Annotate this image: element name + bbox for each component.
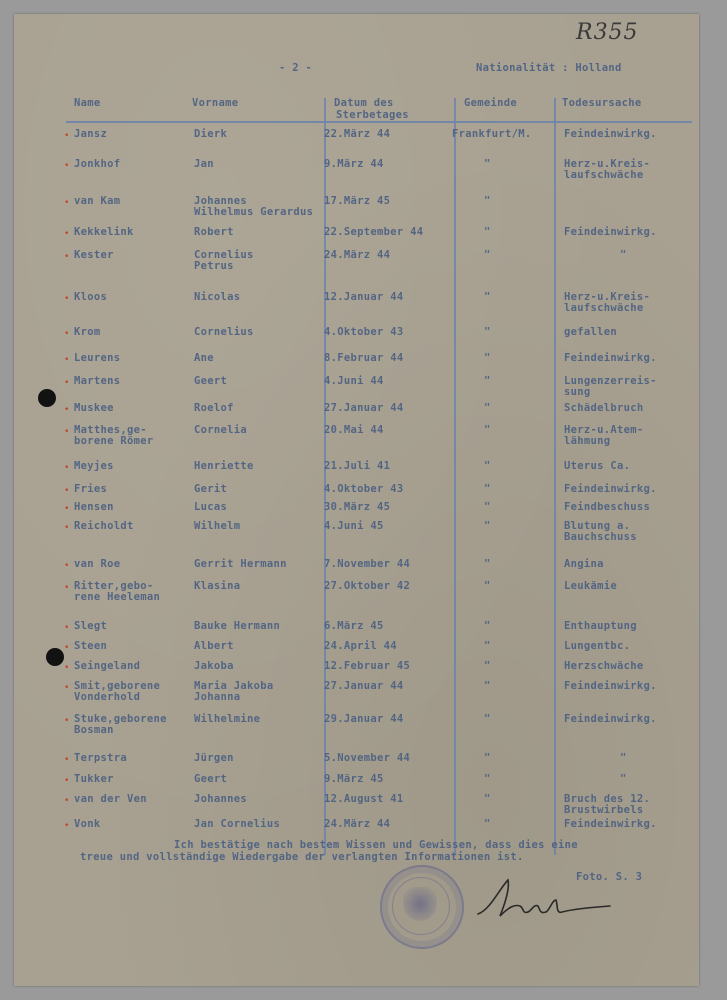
entry-checkmark: •: [64, 463, 70, 473]
cell-gemeinde: ": [484, 773, 491, 785]
cell-datum: 30.März 45: [324, 501, 391, 513]
cell-datum: 22.September 44: [324, 226, 424, 238]
cell-gemeinde: ": [484, 291, 491, 303]
cell-name: Meyjes: [74, 460, 114, 472]
cell-vorname: Wilhelm: [194, 520, 241, 532]
cell-gemeinde: ": [484, 680, 491, 692]
entry-checkmark: •: [64, 755, 70, 765]
cell-ursache: Lungentbc.: [564, 640, 631, 652]
cell-vorname: Maria Jakoba Johanna: [194, 680, 274, 703]
header-datum-line2: Sterbetages: [336, 109, 409, 121]
entry-checkmark: •: [64, 683, 70, 693]
cell-vorname: Cornelius Petrus: [194, 249, 254, 272]
cell-gemeinde: ": [484, 402, 491, 414]
cell-name: Jonkhof: [74, 158, 121, 170]
cell-vorname: Jakoba: [194, 660, 234, 672]
cell-vorname: Cornelius: [194, 326, 254, 338]
cell-vorname: Albert: [194, 640, 234, 652]
cell-gemeinde: ": [484, 580, 491, 592]
cell-ursache: Blutung a. Bauchschuss: [564, 520, 637, 543]
entry-checkmark: •: [64, 716, 70, 726]
cell-name: Seingeland: [74, 660, 141, 672]
certification-line-1: Ich bestätige nach bestem Wissen und Gewissen, dass dies eine: [174, 839, 578, 851]
cell-datum: 8.Februar 44: [324, 352, 404, 364]
cell-gemeinde: ": [484, 326, 491, 338]
stamp-eagle-emblem: [403, 887, 437, 921]
cell-vorname: Ane: [194, 352, 214, 364]
cell-ursache: Herz-u.Atem- lähmung: [564, 424, 644, 447]
cell-datum: 24.März 44: [324, 249, 391, 261]
cell-gemeinde: ": [484, 158, 491, 170]
cell-gemeinde: ": [484, 620, 491, 632]
entry-checkmark: •: [64, 405, 70, 415]
entry-checkmark: •: [64, 663, 70, 673]
cell-name: Kekkelink: [74, 226, 134, 238]
cell-datum: 4.Oktober 43: [324, 483, 404, 495]
cell-ursache: Feindeinwirkg.: [564, 226, 657, 238]
cell-gemeinde: ": [484, 352, 491, 364]
column-rule-3: [554, 98, 556, 855]
foto-reference: Foto. S. 3: [576, 871, 643, 883]
certification-line-2: treue und vollständige Wiedergabe der verlangten Informationen ist.: [80, 851, 524, 863]
entry-checkmark: •: [64, 427, 70, 437]
cell-name: van Roe: [74, 558, 121, 570]
entry-checkmark: •: [64, 821, 70, 831]
cell-datum: 7.November 44: [324, 558, 411, 570]
cell-name: Slegt: [74, 620, 108, 632]
cell-name: Fries: [74, 483, 108, 495]
cell-ursache: Herz-u.Kreis- laufschwäche: [564, 158, 651, 181]
cell-ursache: Feindeinwirkg.: [564, 713, 657, 725]
entry-checkmark: •: [64, 161, 70, 171]
cell-ursache: Schädelbruch: [564, 402, 644, 414]
cell-gemeinde: ": [484, 483, 491, 495]
punch-hole-bottom: [46, 648, 64, 666]
cell-ursache: Feindeinwirkg.: [564, 352, 657, 364]
archive-number: R355: [576, 20, 639, 45]
cell-gemeinde: Frankfurt/M.: [452, 128, 532, 140]
entry-checkmark: •: [64, 131, 70, 141]
cell-ursache: Angina: [564, 558, 604, 570]
cell-vorname: Dierk: [194, 128, 228, 140]
cell-gemeinde: ": [484, 226, 491, 238]
cell-gemeinde: ": [484, 713, 491, 725]
entry-checkmark: •: [64, 561, 70, 571]
cell-gemeinde: ": [484, 558, 491, 570]
cell-vorname: Jan Cornelius: [194, 818, 281, 830]
cell-datum: 9.März 45: [324, 773, 384, 785]
cell-ursache: ": [620, 752, 627, 764]
cell-vorname: Bauke Hermann: [194, 620, 281, 632]
cell-gemeinde: ": [484, 660, 491, 672]
cell-ursache: Bruch des 12. Brustwirbels: [564, 793, 651, 816]
cell-datum: 12.Februar 45: [324, 660, 411, 672]
cell-gemeinde: ": [484, 424, 491, 436]
header-name: Name: [74, 97, 101, 109]
cell-datum: 29.Januar 44: [324, 713, 404, 725]
cell-vorname: Geert: [194, 375, 228, 387]
cell-name: Reicholdt: [74, 520, 134, 532]
cell-datum: 5.November 44: [324, 752, 411, 764]
entry-checkmark: •: [64, 252, 70, 262]
column-rule-2: [454, 98, 456, 855]
cell-gemeinde: ": [484, 752, 491, 764]
cell-vorname: Gerit: [194, 483, 228, 495]
punch-hole-top: [38, 389, 56, 407]
cell-gemeinde: ": [484, 501, 491, 513]
entry-checkmark: •: [64, 355, 70, 365]
document-page: [14, 14, 699, 986]
cell-gemeinde: ": [484, 249, 491, 261]
cell-ursache: Feindeinwirkg.: [564, 128, 657, 140]
cell-name: van der Ven: [74, 793, 147, 805]
cell-ursache: Enthauptung: [564, 620, 637, 632]
cell-name: Terpstra: [74, 752, 127, 764]
cell-vorname: Lucas: [194, 501, 228, 513]
cell-vorname: Cornelia: [194, 424, 247, 436]
entry-checkmark: •: [64, 643, 70, 653]
cell-vorname: Geert: [194, 773, 228, 785]
cell-datum: 12.Januar 44: [324, 291, 404, 303]
cell-datum: 12.August 41: [324, 793, 404, 805]
cell-gemeinde: ": [484, 640, 491, 652]
entry-checkmark: •: [64, 776, 70, 786]
cell-ursache: gefallen: [564, 326, 617, 338]
cell-vorname: Wilhelmine: [194, 713, 261, 725]
cell-gemeinde: ": [484, 520, 491, 532]
cell-name: Steen: [74, 640, 108, 652]
entry-checkmark: •: [64, 198, 70, 208]
cell-datum: 4.Juni 44: [324, 375, 384, 387]
cell-name: Leurens: [74, 352, 121, 364]
nationality: Nationalität : Holland: [476, 62, 622, 74]
cell-gemeinde: ": [484, 793, 491, 805]
cell-vorname: Nicolas: [194, 291, 241, 303]
cell-datum: 4.Oktober 43: [324, 326, 404, 338]
cell-vorname: Henriette: [194, 460, 254, 472]
entry-checkmark: •: [64, 583, 70, 593]
cell-vorname: Klasina: [194, 580, 241, 592]
cell-datum: 22.März 44: [324, 128, 391, 140]
cell-name: Martens: [74, 375, 121, 387]
cell-name: Ritter,gebo- rene Heeleman: [74, 580, 161, 603]
cell-ursache: Feindeinwirkg.: [564, 818, 657, 830]
cell-gemeinde: ": [484, 818, 491, 830]
cell-vorname: Roelof: [194, 402, 234, 414]
cell-ursache: Feindeinwirkg.: [564, 680, 657, 692]
cell-name: Vonk: [74, 818, 101, 830]
cell-vorname: Jan: [194, 158, 214, 170]
entry-checkmark: •: [64, 486, 70, 496]
cell-datum: 20.Mai 44: [324, 424, 384, 436]
cell-ursache: ": [620, 249, 627, 261]
entry-checkmark: •: [64, 378, 70, 388]
cell-name: Kester: [74, 249, 114, 261]
entry-checkmark: •: [64, 504, 70, 514]
cell-name: Hensen: [74, 501, 114, 513]
entry-checkmark: •: [64, 329, 70, 339]
cell-ursache: ": [620, 773, 627, 785]
cell-datum: 21.Juli 41: [324, 460, 391, 472]
header-gemeinde: Gemeinde: [464, 97, 517, 109]
entry-checkmark: •: [64, 623, 70, 633]
cell-ursache: Feindeinwirkg.: [564, 483, 657, 495]
cell-vorname: Gerrit Hermann: [194, 558, 287, 570]
cell-name: Krom: [74, 326, 101, 338]
cell-ursache: Herzschwäche: [564, 660, 644, 672]
cell-datum: 17.März 45: [324, 195, 391, 207]
cell-vorname: Johannes: [194, 793, 247, 805]
cell-ursache: Herz-u.Kreis- laufschwäche: [564, 291, 651, 314]
cell-datum: 24.März 44: [324, 818, 391, 830]
cell-datum: 24.April 44: [324, 640, 397, 652]
cell-vorname: Robert: [194, 226, 234, 238]
page-number: - 2 -: [279, 62, 313, 74]
header-vorname: Vorname: [192, 97, 239, 109]
cell-gemeinde: ": [484, 460, 491, 472]
column-rule-1: [324, 98, 326, 855]
cell-gemeinde: ": [484, 375, 491, 387]
cell-name: Tukker: [74, 773, 114, 785]
entry-checkmark: •: [64, 294, 70, 304]
header-datum-line1: Datum des: [334, 97, 394, 109]
cell-datum: 6.März 45: [324, 620, 384, 632]
cell-datum: 27.Januar 44: [324, 402, 404, 414]
cell-name: van Kam: [74, 195, 121, 207]
cell-vorname: Johannes Wilhelmus Gerardus: [194, 195, 314, 218]
cell-name: Smit,geborene Vonderhold: [74, 680, 161, 703]
cell-name: Kloos: [74, 291, 108, 303]
cell-vorname: Jürgen: [194, 752, 234, 764]
cell-ursache: Uterus Ca.: [564, 460, 631, 472]
handwritten-signature: [470, 870, 620, 930]
header-rule: [66, 121, 692, 123]
header-todesursache: Todesursache: [562, 97, 642, 109]
cell-ursache: Lungenzerreis- sung: [564, 375, 657, 398]
entry-checkmark: •: [64, 796, 70, 806]
entry-checkmark: •: [64, 523, 70, 533]
cell-datum: 27.Januar 44: [324, 680, 404, 692]
cell-gemeinde: ": [484, 195, 491, 207]
entry-checkmark: •: [64, 229, 70, 239]
cell-datum: 9.März 44: [324, 158, 384, 170]
cell-ursache: Leukämie: [564, 580, 617, 592]
cell-name: Matthes,ge- borene Römer: [74, 424, 154, 447]
cell-name: Muskee: [74, 402, 114, 414]
cell-datum: 4.Juni 45: [324, 520, 384, 532]
cell-ursache: Feindbeschuss: [564, 501, 651, 513]
cell-datum: 27.Oktober 42: [324, 580, 411, 592]
cell-name: Jansz: [74, 128, 108, 140]
cell-name: Stuke,geborene Bosman: [74, 713, 167, 736]
